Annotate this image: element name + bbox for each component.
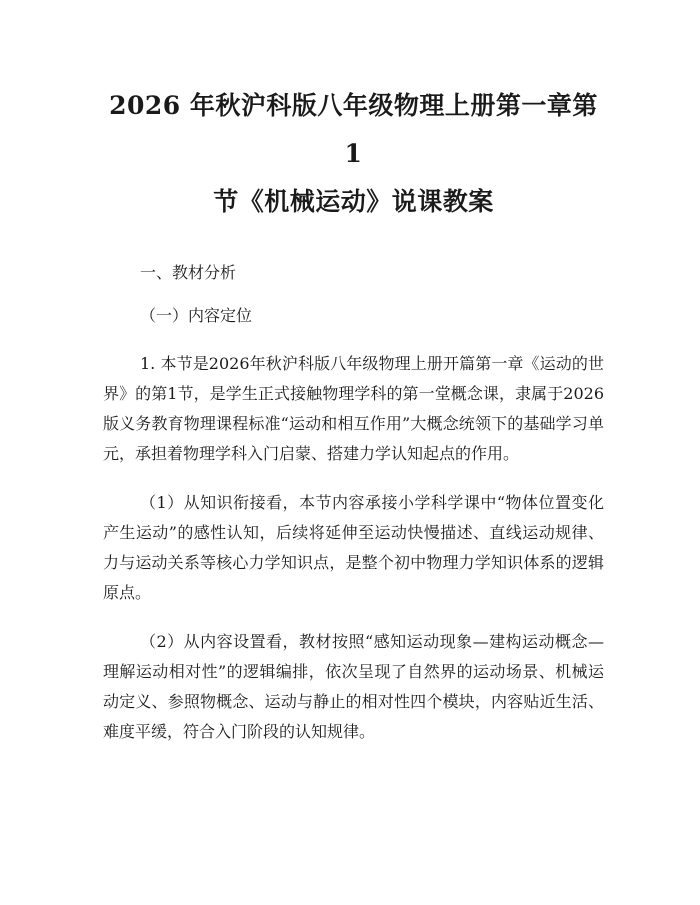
subsection-heading: （一）内容定位 <box>140 306 253 325</box>
paragraph-2: （1）从知识衔接看，本节内容承接小学科学课中“物体位置变化产生运动”的感性认知，后续将延伸至运动快慢描述、直线运动规律、力与运动关系等核心力学知识点，是整个初中物理力学知识体系的逻辑原点。 <box>103 493 604 602</box>
paragraph-1: 1. 本节是2026年秋沪科版八年级物理上册开篇第一章《运动的世界》的第1节，是学生正式接触物理学科的第一堂概念课，隶属于2026版义务教育物理课程标准“运动和相互作用”大概念统领下的基础学习单元，承担着物理学科入门启蒙、搭建力学认知起点的作用。 <box>103 354 604 463</box>
title-line-1: 2026 年秋沪科版八年级物理上册第一章第 1 <box>109 91 598 168</box>
section-heading: 一、教材分析 <box>140 263 237 282</box>
document-title <box>103 82 604 226</box>
paragraph-3: （2）从内容设置看，教材按照“感知运动现象—建构运动概念—理解运动相对性”的逻辑编排，依次呈现了自然界的运动场景、机械运动定义、参照物概念、运动与静止的相对性四个模块，内容贴近生活、难度平缓，符合入门阶段的认知规律。 <box>103 632 604 741</box>
title-line-2: 节《机械运动》说课教案 <box>213 187 494 216</box>
